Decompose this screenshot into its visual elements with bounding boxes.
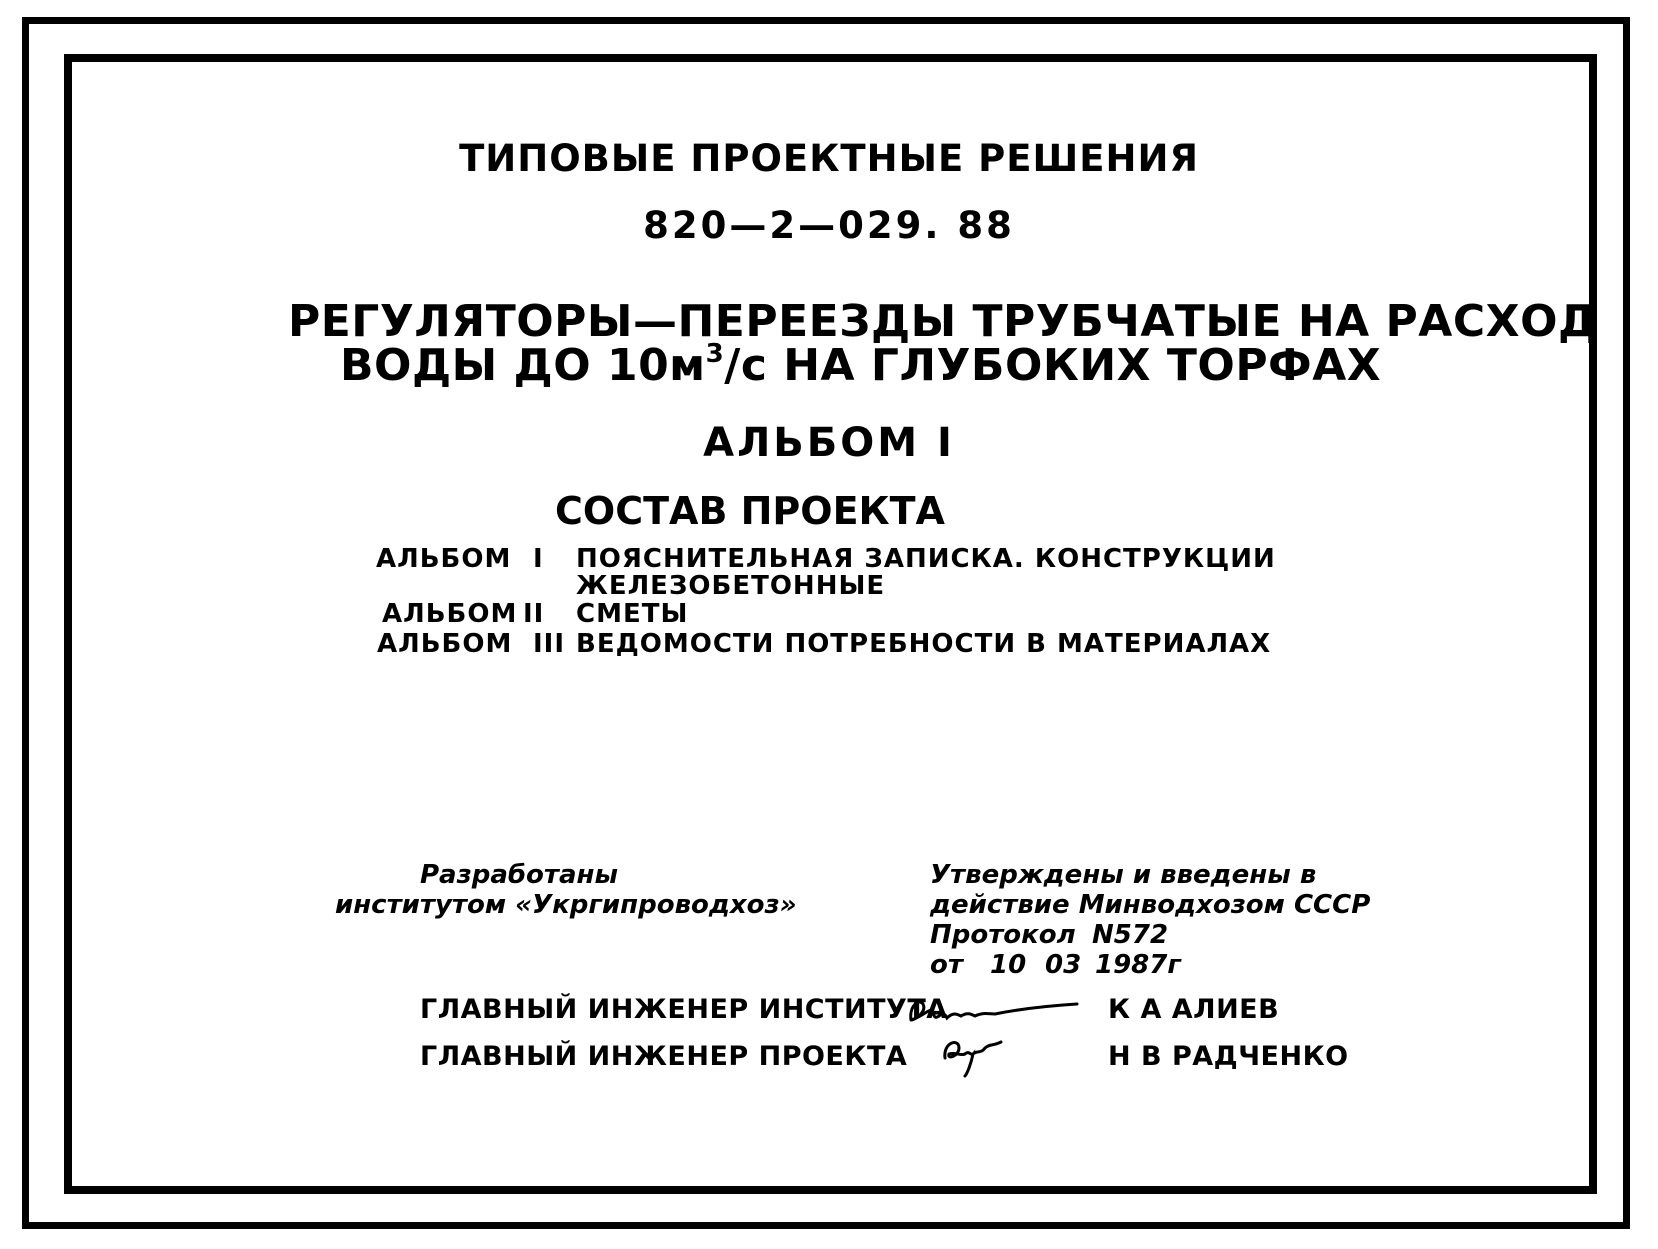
series-title: ТИПОВЫЕ ПРОЕКТНЫЕ РЕШЕНИЯ xyxy=(459,137,1199,180)
date-year: 1987г xyxy=(1095,950,1181,980)
album-3-description: ВЕДОМОСТИ ПОТРЕБНОСТИ В МАТЕРИАЛАХ xyxy=(576,629,1272,659)
album-2-label: АЛЬБОМ xyxy=(382,599,518,629)
title-line2-prefix: ВОДЫ ДО 10м xyxy=(340,340,706,391)
project-code: 820—2—029. 88 xyxy=(643,204,1015,247)
signatory-2-role: ГЛАВНЫЙ ИНЖЕНЕР ПРОЕКТА xyxy=(420,1041,908,1072)
signature-1-image xyxy=(905,990,1085,1030)
album-2-description: СМЕТЫ xyxy=(576,599,689,629)
album-1-description-cont: ЖЕЛЕЗОБЕТОННЫЕ xyxy=(576,571,886,601)
date-label: от xyxy=(930,950,963,980)
developed-line2: институтом «Укргипроводхоз» xyxy=(335,890,797,920)
developed-line1: Разработаны xyxy=(420,860,618,890)
signatory-1-role: ГЛАВНЫЙ ИНЖЕНЕР ИНСТИТУТА xyxy=(420,994,948,1025)
approved-line1: Утверждены и введены в xyxy=(930,860,1317,890)
date-day: 10 xyxy=(990,950,1027,980)
album-1-number: I xyxy=(533,544,544,574)
approved-line2: действие Минводхозом СССР xyxy=(930,890,1371,920)
protocol-label: Протокол xyxy=(930,920,1076,950)
title-line2-superscript: 3 xyxy=(705,339,725,369)
protocol-number: N572 xyxy=(1092,920,1169,950)
title-line2-suffix: /с НА ГЛУБОКИХ ТОРФАХ xyxy=(724,340,1382,391)
project-title-line1: РЕГУЛЯТОРЫ—ПЕРЕЕЗДЫ ТРУБЧАТЫЕ НА РАСХОД xyxy=(288,296,1598,347)
project-title-line2 xyxy=(340,339,1382,391)
album-1-description: ПОЯСНИТЕЛЬНАЯ ЗАПИСКА. КОНСТРУКЦИИ xyxy=(576,544,1276,574)
date-month: 03 xyxy=(1045,950,1082,980)
album-3-number: III xyxy=(533,629,566,659)
album-3-label: АЛЬБОМ xyxy=(377,629,513,659)
contents-heading: СОСТАВ ПРОЕКТА xyxy=(555,489,945,533)
album-number: АЛЬБОМ I xyxy=(703,420,955,466)
signature-2-image xyxy=(935,1030,1015,1080)
album-1-label: АЛЬБОМ xyxy=(376,544,512,574)
album-2-number: II xyxy=(523,599,545,629)
signatory-2-name: Н В РАДЧЕНКО xyxy=(1108,1041,1349,1072)
signatory-1-name: К А АЛИЕВ xyxy=(1108,994,1280,1025)
